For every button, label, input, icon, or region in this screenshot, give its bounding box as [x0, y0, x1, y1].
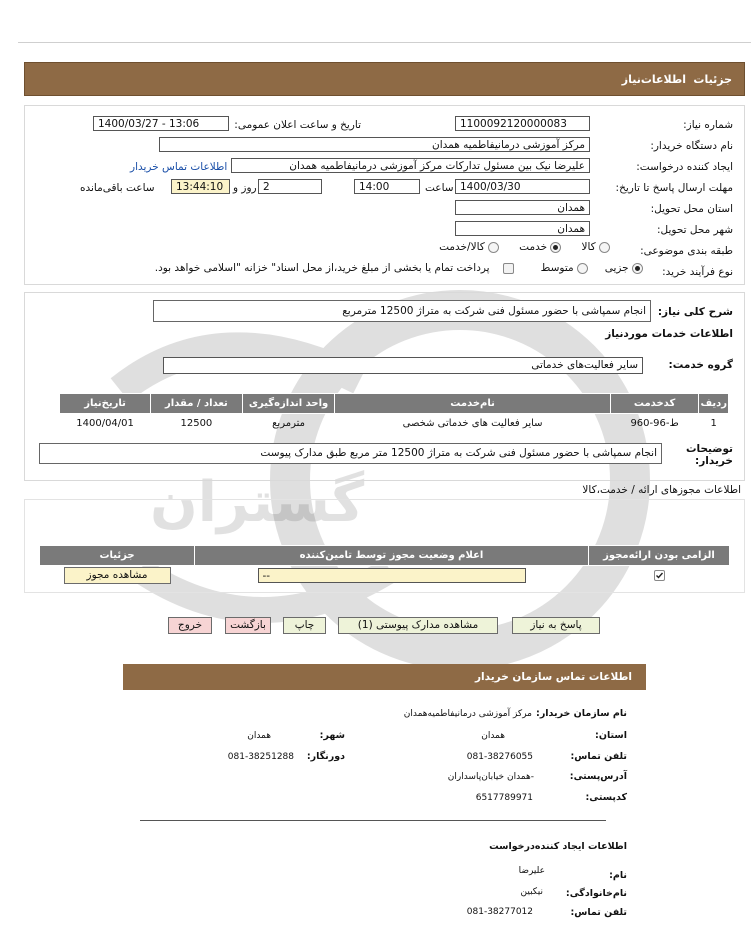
announce-label: تاریخ و ساعت اعلان عمومی:	[234, 119, 361, 131]
creator-family: نیکبین	[520, 887, 543, 897]
contact-org: مرکز آموزشی درمانیفاطمیه‌همدان	[403, 709, 532, 719]
back-button[interactable]: بازگشت	[225, 617, 271, 634]
permit-required-checkbox[interactable]	[654, 570, 665, 581]
radio-medium-label: متوسط	[540, 262, 574, 274]
province-label: استان محل تحویل:	[650, 203, 733, 215]
creator-family-label: نام‌خانوادگی:	[565, 888, 627, 899]
contact-address: -همدان خیابان‌پاسداران	[447, 772, 534, 782]
contact-province: همدان	[481, 731, 505, 741]
category-options	[439, 241, 610, 253]
creator-name: علیرضا	[518, 866, 545, 876]
radio-medium[interactable]	[577, 263, 588, 274]
remaining-time-field: 13:44:10	[171, 179, 230, 194]
exit-button[interactable]: خروج	[168, 617, 212, 634]
need-number-field: 1100092120000083	[455, 116, 590, 131]
announce-field: 1400/03/27 - 13:06	[93, 116, 229, 131]
days-field: 2	[258, 179, 322, 194]
print-button[interactable]: چاپ	[283, 617, 326, 634]
radio-goods-service[interactable]	[488, 242, 499, 253]
contact-fax: 081-38251288	[227, 752, 294, 762]
col-row: ردیف	[699, 394, 729, 414]
buyer-desc-field: انجام سمپاشی با حضور مسئول فنی شرکت به متراژ 12500 متر مربع طبق مدارک پیوست	[39, 443, 662, 464]
contact-title: اطلاعات تماس سازمان خریدار	[475, 671, 632, 683]
contact-divider	[140, 820, 606, 821]
contact-city: همدان	[247, 731, 271, 741]
deadline-time-field: 14:00	[354, 179, 420, 194]
category-label: طبقه بندی موضوعی:	[640, 245, 733, 257]
radio-goods[interactable]	[599, 242, 610, 253]
remaining-label: ساعت باقی‌مانده	[80, 182, 155, 194]
contact-phone-label: تلفن تماس:	[570, 751, 627, 762]
contact-city-label: شهر:	[319, 730, 345, 741]
city-field: همدان	[455, 221, 590, 236]
process-label: نوع فرآیند خرید:	[662, 266, 733, 278]
col-need-date: تاریخ‌نیاز	[60, 394, 151, 414]
treasury-payment-note: پرداخت تمام یا بخشی از مبلغ خرید،از محل اسناد" خزانه "اسلامی خواهد بود.	[154, 262, 490, 274]
services-table-header	[60, 394, 729, 414]
radio-goods-service-label: کالا/خدمت	[439, 241, 485, 253]
time-label: ساعت	[425, 182, 454, 194]
table-row	[40, 566, 730, 586]
permits-table-header	[40, 546, 730, 566]
tab-need-info[interactable]: اطلاعات‌نیاز	[621, 73, 686, 86]
cell-row: 1	[710, 417, 717, 429]
cell-unit: مترمربع	[272, 417, 305, 429]
contact-address-label: آدرس‌پستی:	[569, 771, 627, 782]
top-divider	[18, 42, 751, 43]
creator-name-label: نام:	[609, 870, 627, 881]
city-label: شهر محل تحویل:	[657, 224, 733, 236]
contact-postal-label: کدپستی:	[585, 792, 627, 803]
contact-header	[123, 664, 646, 690]
permits-table	[39, 545, 730, 585]
treasury-payment-checkbox[interactable]	[503, 263, 514, 274]
col-quantity: تعداد / مقدار	[151, 394, 243, 414]
radio-goods-label: کالا	[581, 241, 596, 253]
check-icon	[655, 571, 664, 580]
permits-title: اطلاعات مجوزهای ارائه / خدمت،کالا	[582, 484, 741, 496]
services-title: اطلاعات خدمات موردنیاز	[605, 328, 733, 340]
tab-details[interactable]: جزئیات	[693, 73, 732, 86]
province-field: همدان	[455, 200, 590, 215]
permit-status-field[interactable]: --	[258, 568, 526, 583]
services-table	[59, 393, 729, 432]
cell-service-name: سایر فعالیت های خدماتی شخصی	[402, 417, 543, 429]
watermark-text: گستران	[150, 470, 365, 535]
deadline-date-field: 1400/03/30	[455, 179, 590, 194]
radio-partial-label: جزیی	[604, 262, 629, 274]
days-label: روز و	[233, 182, 257, 194]
col-unit: واحد اندازه‌گیری	[242, 394, 335, 414]
summary-label: شرح کلی نیاز:	[657, 306, 733, 318]
creator-phone: 081-38277012	[466, 907, 533, 917]
page-header	[24, 62, 745, 96]
service-group-field: سایر فعالیت‌های خدماتی	[163, 357, 643, 374]
contact-postal: 6517789971	[475, 793, 533, 803]
view-docs-button[interactable]: مشاهده مدارک پیوستی (1)	[338, 617, 498, 634]
summary-field: انجام سمپاشی با حضور مسئول فنی شرکت به متراژ 12500 مترمربع	[153, 300, 651, 322]
creator-phone-label: تلفن تماس:	[570, 907, 627, 918]
cell-need-date: 1400/04/01	[76, 417, 134, 429]
radio-service[interactable]	[550, 242, 561, 253]
service-group-label: گروه خدمت:	[668, 359, 733, 371]
contact-org-label: نام سازمان خریدار:	[536, 708, 627, 719]
contact-fax-label: دورنگار:	[306, 751, 345, 762]
deadline-label: مهلت ارسال پاسخ تا تاریخ:	[615, 182, 733, 194]
need-number-label: شماره نیاز:	[683, 119, 733, 131]
contact-phone: 081-38276055	[466, 752, 533, 762]
creator-info-title: اطلاعات ایجاد کننده‌درخواست	[489, 841, 627, 852]
buyer-desc-label: توضیحات خریدار:	[685, 443, 733, 467]
contact-buyer-link[interactable]: اطلاعات تماس خریدار	[130, 161, 228, 173]
col-permit-details: جزئیات	[40, 546, 195, 566]
view-permit-button[interactable]: مشاهده مجوز	[64, 567, 171, 584]
creator-field: علیرضا نیک بین مسئول تدارکات مرکز آموزشی درمانیفاطمیه همدان	[231, 158, 590, 173]
buyer-org-field: مرکز آموزشی درمانیفاطمیه همدان	[159, 137, 590, 152]
col-permit-status: اعلام وضعیت مجوز توسط تامین‌کننده	[195, 546, 589, 566]
col-permit-required: الزامی بودن ارائه‌مجوز	[589, 546, 730, 566]
radio-service-label: خدمت	[519, 241, 548, 253]
contact-province-label: استان:	[595, 730, 627, 741]
cell-service-code: ط-96-960	[630, 417, 679, 429]
buyer-org-label: نام دستگاه خریدار:	[650, 140, 733, 152]
creator-label: ایجاد کننده درخواست:	[636, 161, 733, 173]
col-service-name: نام‌خدمت	[335, 394, 610, 414]
radio-partial[interactable]	[632, 263, 643, 274]
need-info-panel	[24, 105, 745, 285]
process-options	[155, 262, 643, 274]
cell-quantity: 12500	[180, 417, 213, 429]
col-service-code: کدخدمت	[610, 394, 699, 414]
respond-button[interactable]: پاسخ به نیاز	[512, 617, 600, 634]
table-row	[60, 414, 729, 433]
